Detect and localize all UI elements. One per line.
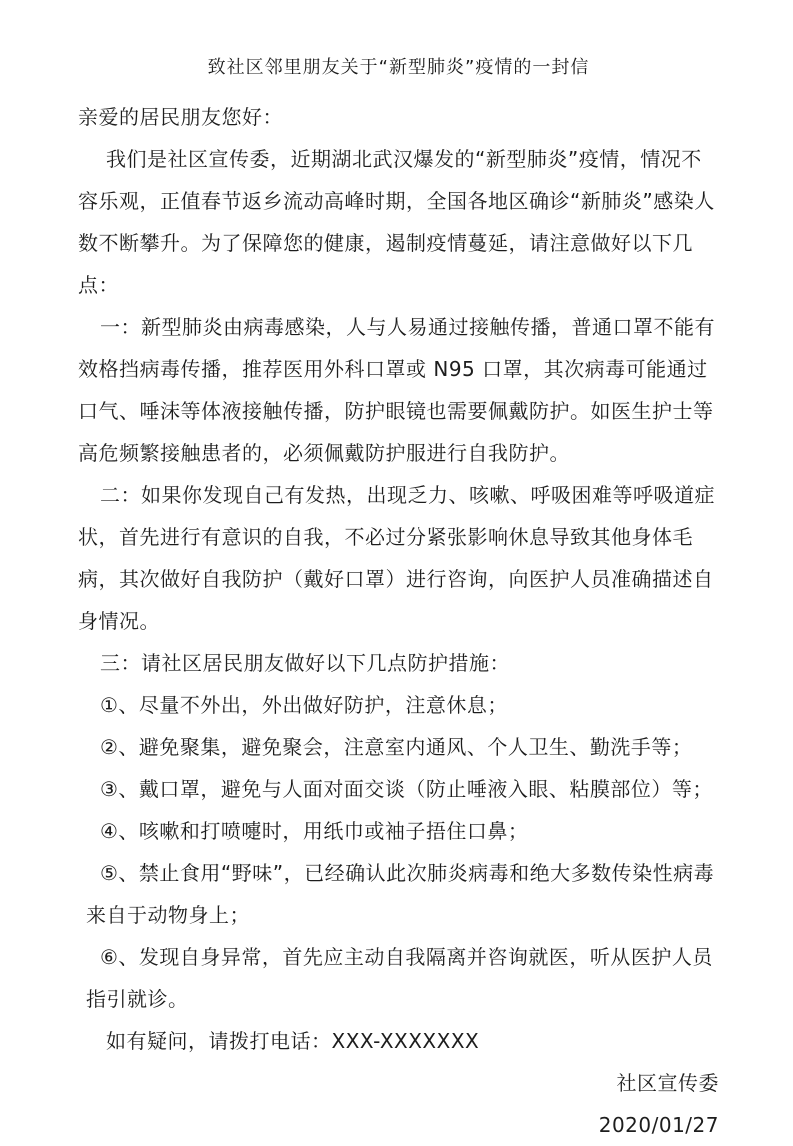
salutation: 亲爱的居民朋友您好： [78, 105, 283, 129]
point-paragraph-1: 一：新型肺炎由病毒感染，人与人易通过接触传播，普通口罩不能有效格挡病毒传播，推荐医用外科口罩或 N95 口罩，其次病毒可能通过口气、唾沫等体液接触传播，防护眼镜也需要佩戴防护。如医生护士等高危频繁接触患者的，必须佩戴防护服进行自我防护。 [78, 315, 715, 465]
contact-line: 如有疑问，请拨打电话：XXX-XXXXXXX [106, 1029, 480, 1053]
point-paragraph-2: 二：如果你发现自己有发热，出现乏力、咳嗽、呼吸困难等呼吸道症状，首先进行有意识的自我，不必过分紧张影响休息导致其他身体毛病，其次做好自我防护（戴好口罩）进行咨询，向医护人员准确描述自身情况。 [78, 483, 715, 633]
measure-item-3: ③、戴口罩，避免与人面对面交谈（防止唾液入眼、粘膜部位）等； [100, 777, 713, 801]
measure-item-2: ②、避免聚集，避免聚会，注意室内通风、个人卫生、勤洗手等； [100, 735, 693, 759]
measure-item-4: ④、咳嗽和打喷嚏时，用纸巾或袖子捂住口鼻； [100, 819, 529, 843]
measure-item-6: ⑥、发现自身异常，首先应主动自我隔离并咨询就医，听从医护人员指引就诊。 [86, 945, 713, 1011]
intro-paragraph: 我们是社区宣传委，近期湖北武汉爆发的“新型肺炎”疫情，情况不容乐观，正值春节返乡流动高峰时期，全国各地区确诊“新肺炎”感染人数不断攀升。为了保障您的健康，遏制疫情蔓延，请注意做好以下几点： [78, 147, 715, 297]
measure-item-5: ⑤、禁止食用“野味”，已经确认此次肺炎病毒和绝大多数传染性病毒来自于动物身上； [86, 861, 715, 927]
measure-item-1: ①、尽量不外出，外出做好防护，注意休息； [100, 693, 508, 717]
letter-title: 致社区邻里朋友关于“新型肺炎”疫情的一封信 [207, 57, 590, 78]
point-paragraph-3: 三：请社区居民朋友做好以下几点防护措施： [100, 651, 510, 675]
signature: 社区宣传委 [616, 1071, 719, 1095]
date: 2020/01/27 [598, 1113, 719, 1137]
